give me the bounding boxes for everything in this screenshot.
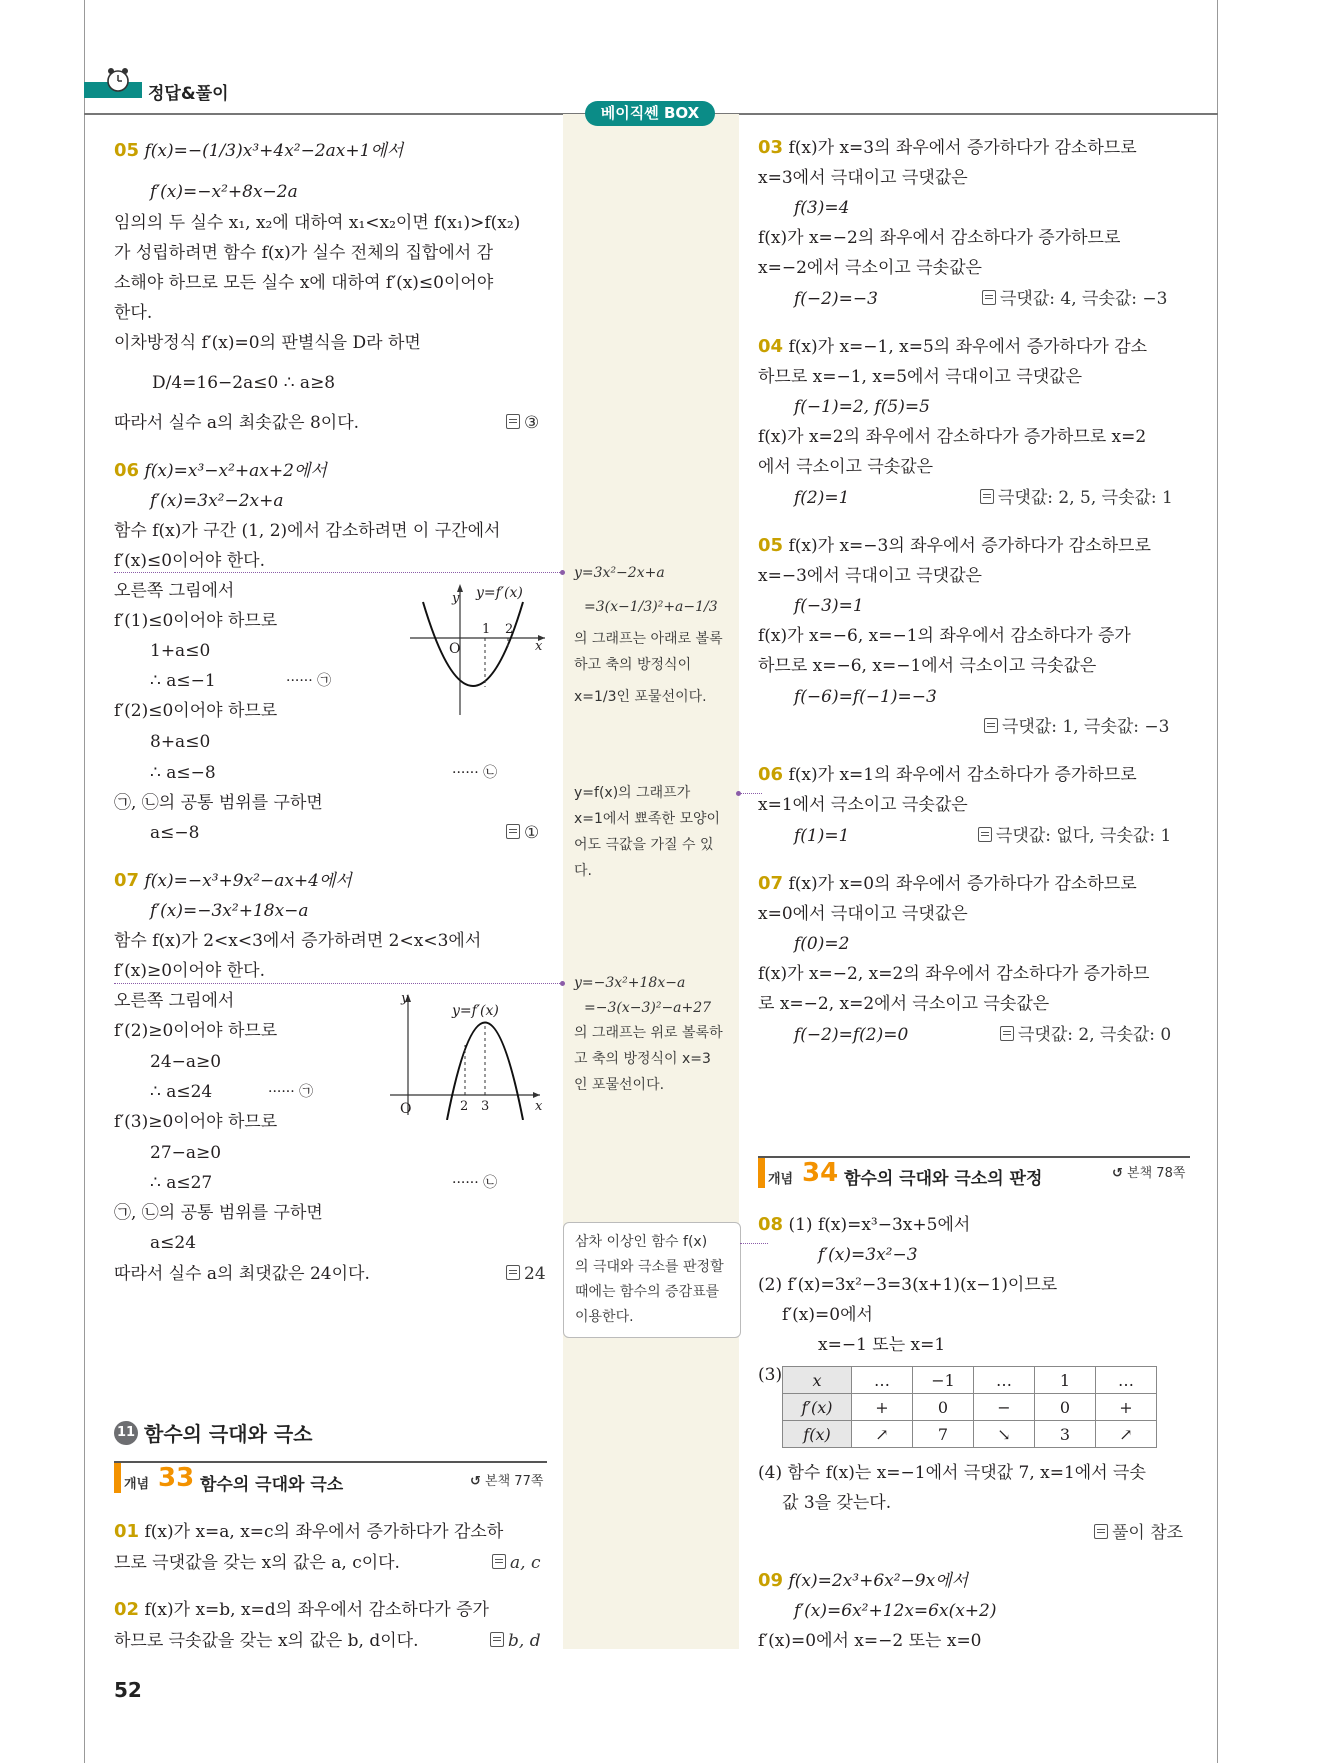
- problem-07-line3: 함수 f(x)가 2<x<3에서 증가하려면 2<x<3에서: [114, 931, 482, 951]
- problem-06-line5: 오른쪽 그림에서: [114, 581, 235, 601]
- table-cell: ↘: [974, 1421, 1035, 1448]
- right-problem-07-line5: 로 x=−2, x=2에서 극소이고 극솟값은: [758, 994, 1050, 1014]
- margin-note-2-line1: y=f(x)의 그래프가: [574, 785, 691, 801]
- problem-05-line8: D/4=16−2a≤0 ∴ a≥8: [152, 373, 336, 393]
- answer-icon: [980, 489, 994, 504]
- chapter-number-badge: 11: [114, 1421, 138, 1445]
- problem-06-line6: f′(1)≤0이어야 하므로: [114, 611, 278, 631]
- margin-note-3-line5: 인 포물선이다.: [574, 1077, 665, 1093]
- problem-06-line8: ∴ a≤−1: [150, 671, 216, 691]
- problem-number: 04: [758, 336, 784, 357]
- problem-05-answer: ③: [506, 412, 539, 434]
- right-problem-05-line4: f(x)가 x=−6, x=−1의 좌우에서 감소하다가 증가: [758, 626, 1131, 646]
- basic-box-label: 베이직쎈 BOX: [585, 101, 715, 126]
- connector-07: [114, 983, 564, 984]
- table-cell: +: [1096, 1394, 1157, 1421]
- concept-33-number: 33: [158, 1463, 195, 1493]
- problem-02-answer: b, d: [490, 1630, 541, 1652]
- margin-note-4-line2: 의 극대와 극소를 판정할: [575, 1259, 724, 1275]
- right-problem-03-line5: x=−2에서 극소이고 극솟값은: [758, 258, 982, 278]
- right-problem-07-line3: f(0)=2: [794, 934, 850, 954]
- table-cell: −1: [913, 1367, 974, 1394]
- problem-number: 07: [758, 873, 784, 894]
- problem-number: 02: [114, 1599, 140, 1620]
- table-cell: 7: [913, 1421, 974, 1448]
- right-problem-05-answer: 극댓값: 1, 극솟값: −3: [984, 716, 1169, 738]
- table-cell: +: [852, 1394, 913, 1421]
- right-problem-07-line4: f(x)가 x=−2, x=2의 좌우에서 감소하다가 증가하므: [758, 964, 1150, 984]
- graph-06-ylabel: y: [452, 591, 460, 606]
- right-problem-08-line8: 값 3을 갖는다.: [782, 1493, 892, 1513]
- right-problem-07-line2: x=0에서 극대이고 극댓값은: [758, 904, 968, 924]
- table-cell: −: [974, 1394, 1035, 1421]
- problem-02-line2: 하므로 극솟값을 갖는 x의 값은 b, d이다.: [114, 1631, 419, 1651]
- right-problem-03-line2: x=3에서 극대이고 극댓값은: [758, 168, 968, 188]
- right-problem-05-line3: f(−3)=1: [794, 596, 864, 616]
- right-problem-08-line6: (3): [758, 1365, 783, 1385]
- table-cell: ↗: [852, 1421, 913, 1448]
- problem-07-answer: 24: [506, 1263, 546, 1285]
- problem-06-marker1: ······ ㉠: [286, 673, 332, 689]
- problem-05-line7: 이차방정식 f′(x)=0의 판별식을 D라 하면: [114, 333, 421, 353]
- answer-icon: [978, 827, 992, 842]
- right-problem-06-line3: f(1)=1: [794, 826, 850, 846]
- margin-note-3-line1: y=−3x²+18x−a: [574, 975, 686, 991]
- concept-34-number: 34: [802, 1158, 839, 1188]
- right-problem-08-line5: x=−1 또는 x=1: [818, 1335, 946, 1355]
- problem-06-answer: ①: [506, 822, 539, 844]
- table-header: f′(x): [783, 1394, 852, 1421]
- concept-33-reference: ↺ 본책 77쪽: [470, 1474, 544, 1489]
- table-cell: ↗: [1096, 1421, 1157, 1448]
- problem-07-line5: 오른쪽 그림에서: [114, 991, 235, 1011]
- problem-07-line7: 24−a≥0: [150, 1052, 222, 1072]
- margin-note-1-line5: x=1/3인 포물선이다.: [574, 689, 707, 705]
- answer-icon: [982, 290, 996, 305]
- right-problem-09-line1: 09 f(x)=2x³+6x²−9x에서: [758, 1570, 969, 1591]
- graph-06-tick2: 2: [505, 622, 514, 637]
- concept-34-tab: [758, 1156, 765, 1188]
- graph-07-curve-label: y=f′(x): [452, 1003, 499, 1019]
- problem-number: 07: [114, 870, 140, 891]
- problem-05-line4: 가 성립하려면 함수 f(x)가 실수 전체의 집합에서 감: [114, 243, 493, 263]
- concept-33-label: 개념: [124, 1477, 150, 1492]
- problem-07-line10: 27−a≥0: [150, 1143, 222, 1163]
- problem-06-line11: ∴ a≤−8: [150, 763, 216, 783]
- right-problem-04-line6: f(2)=1: [794, 488, 850, 508]
- problem-05-line9: 따라서 실수 a의 최솟값은 8이다.: [114, 413, 360, 433]
- margin-note-3-line4: 고 축의 방정식이 x=3: [574, 1051, 711, 1067]
- problem-07-marker1: ······ ㉠: [268, 1084, 314, 1100]
- problem-07-line8: ∴ a≤24: [150, 1082, 213, 1102]
- right-problem-09-line3: f′(x)=0에서 x=−2 또는 x=0: [758, 1631, 982, 1651]
- problem-06-line4: f′(x)≤0이어야 한다.: [114, 551, 265, 571]
- right-problem-06-line2: x=1에서 극소이고 극솟값은: [758, 795, 968, 815]
- margin-note-2-line4: 다.: [574, 863, 592, 879]
- right-problem-04-line2: 하므로 x=−1, x=5에서 극대이고 극댓값은: [758, 367, 1083, 387]
- table-cell: …: [852, 1367, 913, 1394]
- right-problem-08-answer: 풀이 참조: [1094, 1522, 1183, 1544]
- problem-01-answer: a, c: [492, 1552, 540, 1574]
- right-problem-04-line4: f(x)가 x=2의 좌우에서 감소하다가 증가하므로 x=2: [758, 427, 1147, 447]
- table-cell: 3: [1035, 1421, 1096, 1448]
- answer-icon: [492, 1554, 506, 1569]
- margin-note-4-line1: 삼차 이상인 함수 f(x): [575, 1234, 708, 1250]
- problem-05-line6: 한다.: [114, 303, 153, 323]
- concept-34-title: 함수의 극대와 극소의 판정: [844, 1169, 1043, 1189]
- table-cell: 1: [1035, 1367, 1096, 1394]
- right-problem-06-answer: 극댓값: 없다, 극솟값: 1: [978, 825, 1171, 847]
- increase-decrease-table: [782, 1366, 1157, 1448]
- right-problem-06-line1: 06 f(x)가 x=1의 좌우에서 감소하다가 증가하므로: [758, 764, 1137, 785]
- problem-07-line12: ㉠, ㉡의 공통 범위를 구하면: [114, 1203, 323, 1223]
- answer-icon: [506, 414, 520, 429]
- margin-note-2-line2: x=1에서 뾰족한 모양이: [574, 811, 721, 827]
- connector-dot: [736, 791, 741, 796]
- problem-06-marker2: ······ ㉡: [452, 765, 498, 781]
- problem-02-line1: 02 f(x)가 x=b, x=d의 좌우에서 감소하다가 증가: [114, 1599, 489, 1620]
- table-row: [783, 1421, 1157, 1448]
- table-row: [783, 1367, 1157, 1394]
- problem-05-line1: 05 f(x)=−(1/3)x³+4x²−2ax+1에서: [114, 140, 404, 161]
- problem-number: 08: [758, 1214, 784, 1235]
- right-problem-04-line1: 04 f(x)가 x=−1, x=5의 좌우에서 증가하다가 감소: [758, 336, 1148, 357]
- problem-07-line11: ∴ a≤27: [150, 1173, 213, 1193]
- problem-06-line1: 06 f(x)=x³−x²+ax+2에서: [114, 460, 327, 481]
- page-left-border: [84, 0, 85, 1763]
- problem-06-line7: 1+a≤0: [150, 641, 211, 661]
- right-problem-03-line4: f(x)가 x=−2의 좌우에서 감소하다가 증가하므로: [758, 228, 1121, 248]
- right-problem-03-answer: 극댓값: 4, 극솟값: −3: [982, 288, 1167, 310]
- answer-icon: [506, 1265, 520, 1280]
- problem-07-line4: f′(x)≥0이어야 한다.: [114, 961, 265, 981]
- problem-05-line2: f′(x)=−x²+8x−2a: [150, 182, 298, 202]
- right-problem-05-line2: x=−3에서 극대이고 극댓값은: [758, 566, 982, 586]
- chapter-title: 함수의 극대와 극소: [144, 1422, 313, 1446]
- right-problem-08-line2: f′(x)=3x²−3: [818, 1245, 918, 1265]
- graph-07-xlabel: x: [535, 1099, 543, 1114]
- margin-note-2-line3: 어도 극값을 가질 수 있: [574, 837, 714, 853]
- right-problem-05-line1: 05 f(x)가 x=−3의 좌우에서 증가하다가 감소하므로: [758, 535, 1151, 556]
- margin-note-4-line3: 때에는 함수의 증감표를: [575, 1284, 720, 1300]
- problem-01-line2: 므로 극댓값을 갖는 x의 값은 a, c이다.: [114, 1553, 400, 1573]
- table-header: x: [783, 1367, 852, 1394]
- header-title: 정답&풀이: [148, 84, 229, 104]
- problem-number: 06: [758, 764, 784, 785]
- table-cell: …: [974, 1367, 1035, 1394]
- right-problem-08-line1: 08 (1) f(x)=x³−3x+5에서: [758, 1214, 971, 1235]
- graph-06-origin: O: [449, 641, 461, 657]
- problem-07-line14: 따라서 실수 a의 최댓값은 24이다.: [114, 1264, 370, 1284]
- concept-34-label: 개념: [768, 1172, 794, 1187]
- right-problem-05-line5: 하므로 x=−6, x=−1에서 극소이고 극솟값은: [758, 656, 1097, 676]
- problem-06-line3: 함수 f(x)가 구간 (1, 2)에서 감소하려면 이 구간에서: [114, 521, 501, 541]
- problem-07-line2: f′(x)=−3x²+18x−a: [150, 901, 309, 921]
- margin-note-1-line1: y=3x²−2x+a: [574, 565, 665, 581]
- concept-33-title: 함수의 극대와 극소: [200, 1475, 344, 1495]
- concept-34-reference: ↺ 본책 78쪽: [1112, 1166, 1186, 1181]
- problem-06-line9: f′(2)≤0이어야 하므로: [114, 701, 278, 721]
- right-problem-04-line5: 에서 극소이고 극솟값은: [758, 457, 934, 477]
- answer-icon: [490, 1632, 504, 1647]
- problem-number: 05: [114, 140, 140, 161]
- connector-06: [114, 572, 564, 573]
- problem-07-line6: f′(2)≥0이어야 하므로: [114, 1021, 278, 1041]
- concept-33-tab: [114, 1461, 121, 1493]
- margin-note-4-line4: 이용한다.: [575, 1309, 634, 1325]
- right-problem-04-answer: 극댓값: 2, 5, 극솟값: 1: [980, 487, 1173, 509]
- graph-07-origin: O: [400, 1101, 412, 1117]
- graph-07-tick1: 2: [460, 1099, 469, 1114]
- problem-number: 05: [758, 535, 784, 556]
- problem-number: 03: [758, 137, 784, 158]
- right-problem-07-line6: f(−2)=f(2)=0: [794, 1025, 909, 1045]
- margin-note-1-line2: =3(x−1/3)²+a−1/3: [584, 599, 718, 615]
- problem-07-marker2: ······ ㉡: [452, 1175, 498, 1191]
- problem-06-line13: a≤−8: [150, 823, 200, 843]
- connector-dot: [560, 570, 565, 575]
- right-problem-03-line6: f(−2)=−3: [794, 289, 878, 309]
- table-header: f(x): [783, 1421, 852, 1448]
- table-cell: 0: [1035, 1394, 1096, 1421]
- graph-07-tick2: 3: [481, 1099, 490, 1114]
- graph-06-xlabel: x: [535, 639, 543, 654]
- problem-06-line10: 8+a≤0: [150, 732, 211, 752]
- problem-number: 09: [758, 1570, 784, 1591]
- right-problem-08-line7: (4) 함수 f(x)는 x=−1에서 극댓값 7, x=1에서 극솟: [758, 1463, 1146, 1483]
- right-problem-09-line2: f′(x)=6x²+12x=6x(x+2): [794, 1601, 997, 1621]
- connector-dot: [560, 981, 565, 986]
- page-right-border: [1217, 0, 1218, 1763]
- page-number: 52: [114, 1678, 142, 1702]
- right-problem-08-line4: f′(x)=0에서: [782, 1305, 873, 1325]
- problem-number: 01: [114, 1521, 140, 1542]
- graph-06-tick1: 1: [482, 622, 491, 637]
- problem-07-line1: 07 f(x)=−x³+9x²−ax+4에서: [114, 870, 352, 891]
- graph-06-curve-label: y=f′(x): [476, 585, 523, 601]
- margin-note-3-line3: 의 그래프는 위로 볼록하: [574, 1025, 723, 1041]
- connector-r08: [740, 1243, 768, 1244]
- margin-note-1-line4: 하고 축의 방정식이: [574, 657, 692, 673]
- table-cell: 0: [913, 1394, 974, 1421]
- right-problem-07-answer: 극댓값: 2, 극솟값: 0: [1000, 1024, 1171, 1046]
- right-problem-03-line3: f(3)=4: [794, 198, 850, 218]
- margin-note-3-line2: =−3(x−3)²−a+27: [584, 1000, 712, 1016]
- table-cell: …: [1096, 1367, 1157, 1394]
- right-problem-08-line3: (2) f′(x)=3x²−3=3(x+1)(x−1)이므로: [758, 1275, 1058, 1295]
- problem-05-line3: 임의의 두 실수 x₁, x₂에 대하여 x₁<x₂이면 f(x₁)>f(x₂): [114, 213, 521, 233]
- problem-07-line13: a≤24: [150, 1233, 197, 1253]
- problem-06-line2: f′(x)=3x²−2x+a: [150, 491, 284, 511]
- answer-icon: [1000, 1026, 1014, 1041]
- problem-07-line9: f′(3)≥0이어야 하므로: [114, 1112, 278, 1132]
- problem-05-line5: 소해야 하므로 모든 실수 x에 대하여 f′(x)≤0이어야: [114, 273, 494, 293]
- right-problem-03-line1: 03 f(x)가 x=3의 좌우에서 증가하다가 감소하므로: [758, 137, 1137, 158]
- clock-icon: [104, 66, 132, 98]
- problem-number: 06: [114, 460, 140, 481]
- refresh-icon: ↺: [1112, 1166, 1123, 1181]
- right-problem-05-line6: f(−6)=f(−1)=−3: [794, 687, 937, 707]
- problem-06-line12: ㉠, ㉡의 공통 범위를 구하면: [114, 793, 323, 813]
- right-problem-04-line3: f(−1)=2, f(5)=5: [794, 397, 930, 417]
- answer-icon: [506, 824, 520, 839]
- answer-icon: [984, 718, 998, 733]
- margin-note-1-line3: 의 그래프는 아래로 볼록: [574, 631, 723, 647]
- table-row: [783, 1394, 1157, 1421]
- right-problem-07-line1: 07 f(x)가 x=0의 좌우에서 증가하다가 감소하므로: [758, 873, 1137, 894]
- answer-icon: [1094, 1524, 1108, 1539]
- refresh-icon: ↺: [470, 1474, 481, 1489]
- graph-07-ylabel: y: [401, 991, 409, 1006]
- problem-01-line1: 01 f(x)가 x=a, x=c의 좌우에서 증가하다가 감소하: [114, 1521, 504, 1542]
